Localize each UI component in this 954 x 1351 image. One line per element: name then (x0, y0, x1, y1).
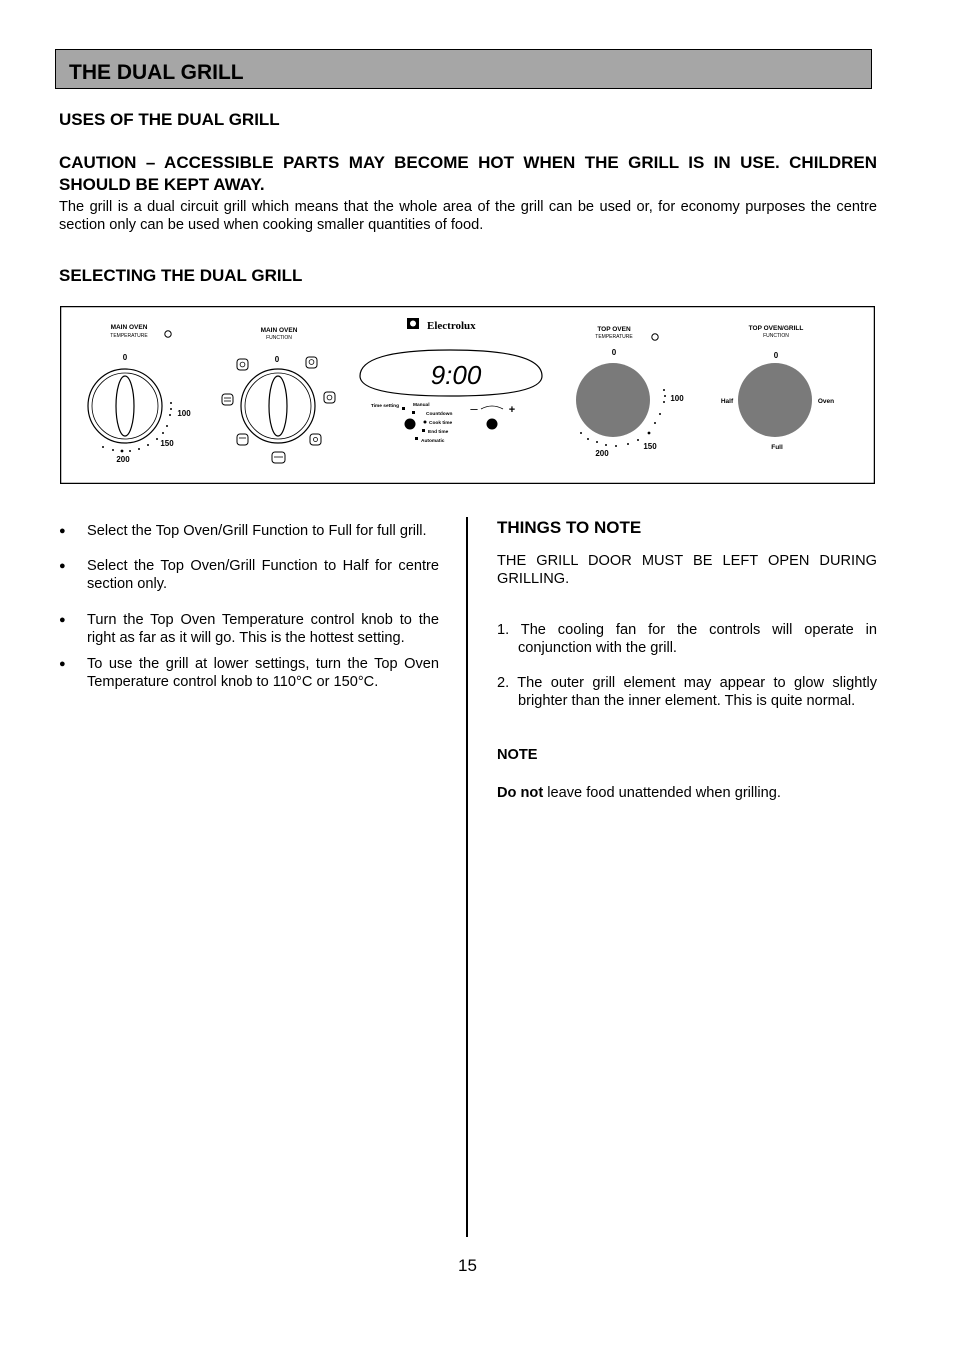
top-temp-200-label: 200 (595, 449, 609, 458)
base-heat-icon (237, 434, 248, 445)
plus-label: + (508, 404, 516, 416)
top-temp-knob (576, 363, 650, 437)
mode-automatic: Automatic (421, 439, 445, 444)
top-temp-150-label: 150 (643, 442, 657, 451)
main-temp-200-label: 200 (116, 455, 130, 464)
full-label: Full (771, 444, 783, 451)
top-temp-100-label: 100 (670, 394, 684, 403)
column-divider (466, 517, 468, 1237)
note-rest-text: leave food unattended when grilling. (543, 785, 781, 801)
main-temp-150-label: 150 (160, 439, 174, 448)
control-panel-diagram (60, 306, 875, 484)
intro-paragraph: The grill is a dual circuit grill which means that the whole area of the grill can be used or, for economy purposes the centre section only can be used when cooking smaller quantities of food. (59, 199, 877, 233)
light-icon (306, 357, 317, 368)
main-func-sub: FUNCTION (266, 335, 292, 341)
mode-manual: Manual (413, 403, 430, 408)
page-title: THE DUAL GRILL (69, 61, 244, 84)
mode-countdown: Countdown (426, 412, 453, 417)
pizza-setting-icon (272, 452, 285, 463)
top-temp-sub: TEMPERATURE (595, 334, 633, 340)
top-func-title: TOP OVEN/GRILL (748, 325, 804, 332)
list-item: ● Select the Top Oven/Grill Function to Full for full grill. (59, 522, 439, 540)
main-func-title: MAIN OVEN (260, 327, 298, 334)
top-func-zero-label: 0 (773, 351, 779, 360)
caution-text: CAUTION – ACCESSIBLE PARTS MAY BECOME HOT WHEN THE GRILL IS IN USE. CHILDREN SHOULD BE KEPT AWAY. (59, 153, 877, 194)
time-setting-label: Time setting (370, 404, 399, 409)
list-item: ● Select the Top Oven/Grill Function to Half for centre section only. (59, 557, 439, 593)
section-title-bar (55, 49, 872, 89)
main-temp-knob (88, 369, 162, 443)
main-temp-zero-label: 0 (122, 353, 128, 362)
conventional-oven-icon (222, 394, 233, 405)
selector-button[interactable] (405, 419, 416, 430)
mode-indicator (424, 421, 427, 424)
clock-time: 9:00 (430, 360, 482, 390)
fan-grill-icon (324, 392, 335, 403)
mode-end-time: End time (428, 430, 449, 435)
defrost-icon (310, 434, 321, 445)
mode-indicator (415, 437, 418, 440)
mode-indicator (422, 429, 425, 432)
main-temp-title: MAIN OVEN (110, 324, 148, 331)
note-point-1: 1. The cooling fan for the controls will operate in conjunction with the grill. (497, 622, 877, 657)
main-func-zero-label: 0 (274, 355, 280, 364)
note-point-2: 2. The outer grill element may appear to glow slightly brighter than the inner element. This is quite normal. (497, 675, 877, 710)
note-bold-text: Do not (497, 785, 544, 801)
mode-cook-time: Cook time (429, 421, 453, 426)
list-item: ● Turn the Top Oven Temperature control knob to the right as far as it will go. This is the hottest setting. (59, 611, 439, 647)
main-func-knob (241, 369, 315, 443)
page-number: 15 (458, 1256, 477, 1275)
list-item: ● To use the grill at lower settings, turn the Top Oven Temperature control knob to 110°C or 150°C. (59, 655, 439, 691)
top-temp-zero-label: 0 (611, 348, 617, 357)
note-text (497, 784, 877, 802)
things-to-note-heading: THINGS TO NOTE (497, 518, 642, 537)
door-note: THE GRILL DOOR MUST BE LEFT OPEN DURING GRILLING. (497, 553, 877, 588)
adjust-button[interactable] (487, 419, 498, 430)
top-func-knob (738, 363, 812, 437)
main-temp-100-label: 100 (177, 409, 191, 418)
electrolux-logo-icon (407, 318, 419, 329)
uses-heading: USES OF THE DUAL GRILL (59, 110, 280, 129)
selecting-heading: SELECTING THE DUAL GRILL (59, 266, 303, 285)
brand-name: Electrolux (427, 320, 476, 332)
top-func-sub: FUNCTION (763, 333, 789, 339)
half-label: Half (720, 398, 734, 405)
minus-label: – (470, 401, 478, 416)
note-heading: NOTE (497, 747, 538, 763)
top-temp-title: TOP OVEN (597, 326, 631, 333)
time-setting-indicator (402, 407, 405, 410)
mode-indicator (412, 411, 415, 414)
oven-label: Oven (817, 398, 835, 405)
instruction-list (59, 522, 439, 691)
main-temp-sub: TEMPERATURE (110, 333, 148, 339)
fan-icon (237, 359, 248, 370)
